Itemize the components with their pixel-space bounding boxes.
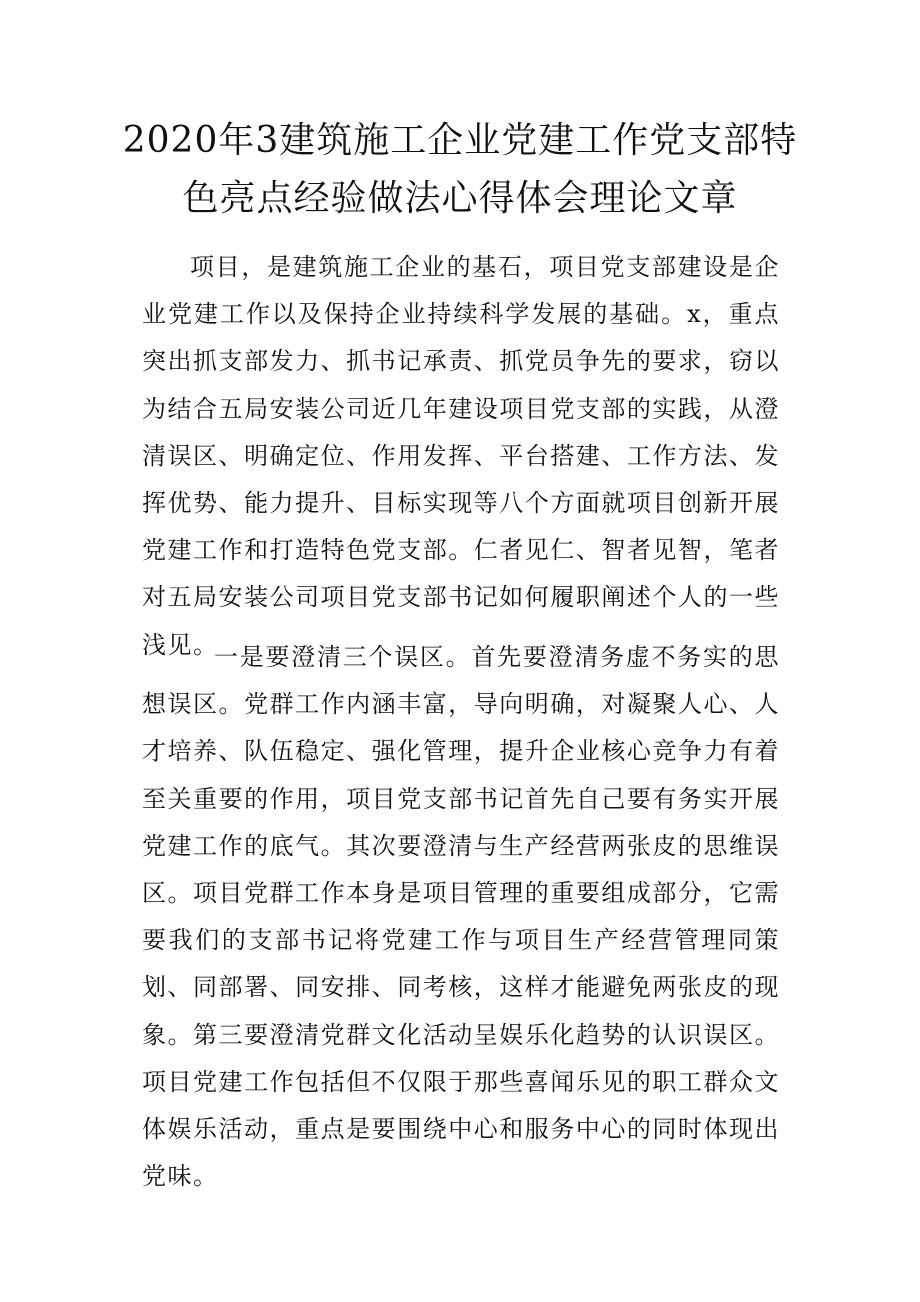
document-title: 2020年3建筑施工企业党建工作党支部特色亮点经验做法心得体会理论文章 <box>122 120 798 219</box>
paragraph-intro: 项目，是建筑施工企业的基石，项目党支部建设是企业党建工作以及保持企业持续科学发展的基础。x，重点突出抓支部发力、抓书记承责、抓党员争先的要求，窃以为结合五局安装公司近几年建设项目党支部的实践，从澄清误区、明确定位、作用发挥、平台搭建、工作方法、发挥优势、能力提升、目标实现等八个方面就项目创新开展党建工作和打造特色党支部。仁者见仁、智者见智，笔者对五局安装公司项目党支部书记如何履职阐述个人的一些浅见。 <box>142 253 780 659</box>
paragraph-misconceptions: 一是要澄清三个误区。首先要澄清务虚不务实的思想误区。党群工作内涵丰富，导向明确，对凝聚人心、人才培养、队伍稳定、强化管理，提升企业核心竞争力有着至关重要的作用，项目党支部书记首先自己要有务实开展党建工作的底气。其次要澄清与生产经营两张皮的思维误区。项目党群工作本身是项目管理的重要组成部分，它需要我们的支部书记将党建工作与项目生产经营管理同策划、同部署、同安排、同考核，这样才能避免两张皮的现象。第三要澄清党群文化活动呈娱乐化趋势的认识误区。项目党建工作包括但不仅限于那些喜闻乐见的职工群众文体娱乐活动，重点是要围绕中心和服务中心的同时体现出党味。 <box>142 643 780 1191</box>
